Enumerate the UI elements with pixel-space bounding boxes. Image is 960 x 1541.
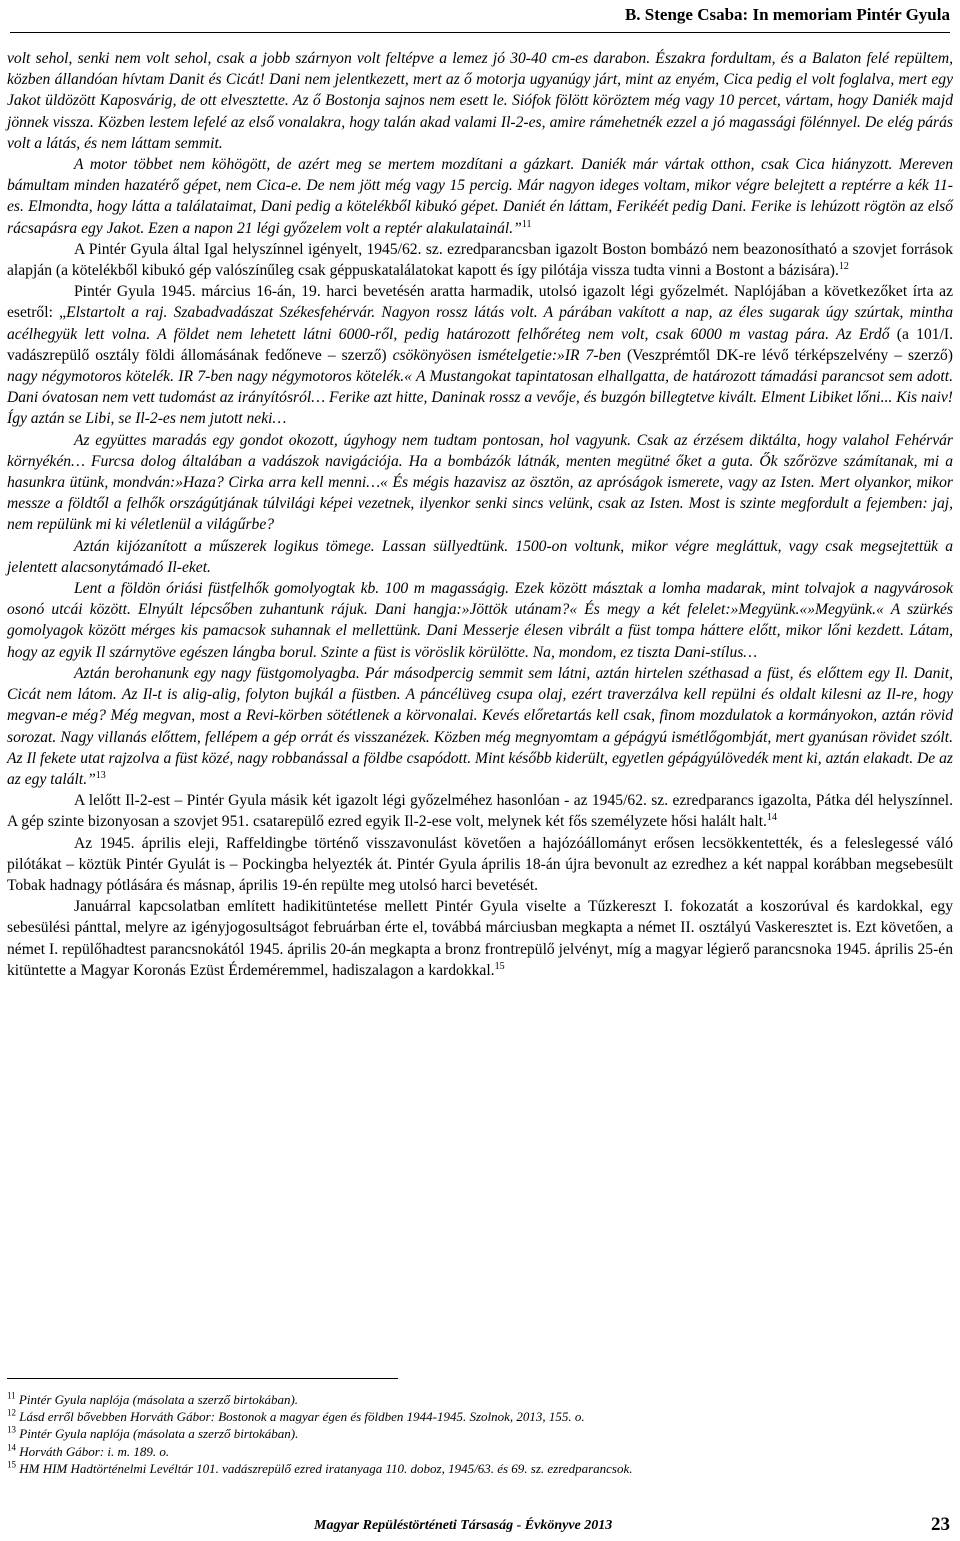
paragraph-boston: A Pintér Gyula által Igal helyszínnel igényelt, 1945/62. sz. ezredparancsban igazolt Boston bombázó nem beazonosítható a szovjet források alapján (a kötelékből kibukó gép valószínűleg csak géppuskatalálatokat kapott és így pilótája vissza tudta vinni a Bostont a bázisára).$^{12}$ <box>7 240 953 280</box>
footnotes <box>7 1391 953 1477</box>
footnote: $^{13}$ Pintér Gyula naplója (másolata a szerző birtokában). <box>7 1425 299 1442</box>
footnote: $^{12}$ Lásd erről bővebben Horváth Gábor: Bostonok a magyar égen és földben 1944-1945. Szolnok, 2013, 155. o. <box>7 1407 585 1425</box>
footnote: $^{11}$ Pintér Gyula naplója (másolata a szerző birtokában). <box>7 1390 299 1407</box>
footnote-divider <box>7 1378 398 1379</box>
running-title: B. Stenge Csaba: In memoriam Pintér Gyula <box>624 5 950 24</box>
footnote-ref: 14 <box>766 812 777 824</box>
footnote-ref: 11 <box>521 218 532 230</box>
paragraph-diary-2: A motor többet nem köhögött, de azért meg se mertem mozdítani a gázkart. Daniék már vártak otthon, csak Cica hiányzott. Mereven bámultam minden hazatérő gépet, nem Cica-e. De nem jött még vagy 15 percig. Már nagyon ideges voltam, mikor végre belejtett a reptérre a kék 11-es. Elmondta, hogy látta a találataimat, Dani pedig a kötelékből kibukó gépet. Daniét én láttam, Ferikéét pedig Dani. Ferike is lehúzott rögtön az első rácsapásra egy Jakot. Ezen a napon 21 légi győzelem volt a reptér alakulatainál.”$^{11}$ <box>7 156 953 237</box>
page-number: 23 <box>931 1514 950 1535</box>
paragraph-diary-6: Aztán berohanunk egy nagy füstgomolyagba. Pár másodpercig semmit sem látni, aztán hirtelen széthasad a füst, és előttem egy Il. Danit, Cicát nem látom. Az Il-t is alig-alig, folyton bujkál a füstben. A páncélüveg csupa olaj, ezért traverzálva kell repülni és oldalt kilesni az Il-re, hogy megvan-e még? Még megvan, most a Revi-körben sötétlenek a körvonalai. Kevés előretartás kell csak, finom mozdulatok a kormányokon, aztán rövid sorozat. Nagy villanás előttem, fellépem a gép orrát és visszanézek. Közben még megnyomtam a gépágyú ismétlőgombját, mert gyanúsan rövidet szólt. Az Il fekete utat rajzolva a füst közé, nagy robbanással a földbe csapódott. Mint később kiderült, egyetlen gépágyúlövedék ment ki, aztán elakadt. De az az egy talált.”$^{13}$ <box>7 664 953 788</box>
paragraph-diary-4: Aztán kijózanított a műszerek logikus tömege. Lassan süllyedtünk. 1500-on voltunk, mikor végre megláttuk, vagy csak megsejtettük a jelentett alacsonytámadó Il-eket. <box>7 537 953 576</box>
page-footer <box>0 1514 950 1538</box>
article-body <box>7 48 953 981</box>
paragraph-decorations: Januárral kapcsolatban említett hadikitüntetése mellett Pintér Gyula viselte a Tűzkereszt I. fokozatát a koszorúval és kardokkal, egy sebesülési pánttal, melyre az igényjogosultságot februárban érte el, továbbá márciusban megkapta a német II. osztályú Vaskeresztet is. Ezt követően, a német I. repülőhadtest parancsnokától 1945. április 20-án megkapta a bronz frontrepülő jelvényt, míg a magyar légierő parancsnoka 1945. április 25-én kitüntette a Magyar Koronás Ezüst Érdeméremmel, hadiszalagon a kardokkal.$^{15}$ <box>7 898 953 979</box>
running-header <box>10 2 950 33</box>
footnote-ref: 13 <box>95 769 106 781</box>
footnote: $^{14}$ Horváth Gábor: i. m. 189. o. <box>7 1442 170 1459</box>
footnote-ref: 15 <box>494 960 505 972</box>
paragraph-il2: A lelőtt Il-2-est – Pintér Gyula másik két igazolt légi győzelméhez hasonlóan - az 1945/62. sz. ezredparancs igazolta, Pátka dél helyszínnel. A gép szinte bizonyosan a szovjet 951. csatarepülő ezred egyik Il-2-ese volt, melynek két fős személyzete hősi halált halt.$^{14}$ <box>7 792 953 831</box>
paragraph-retreat: Az 1945. április eleji, Raffeldingbe történő visszavonulást követően a hajózóállományt erősen lecsökkentették, és a feleslegessé váló pilótákat – köztük Pintér Gyulát is – Pockingba helyezték át. Pintér Gyula április 18-án újra bevonult az ezredhez a két nappal korábban megsebesült Tobak hadnagy pótlására és másnap, április 19-én repülte meg utolsó harci bevetését. <box>7 834 953 894</box>
footnote-ref: 12 <box>838 260 849 272</box>
footnote: $^{15}$ HM HIM Hadtörténelmi Levéltár 101. vadászrepülő ezred iratanyaga 110. doboz, 1945/63. és 69. sz. ezredparancsok. <box>7 1459 633 1476</box>
paragraph-diary-5: Lent a földön óriási füstfelhők gomolyogtak kb. 100 m magasságig. Ezek között másztak a lomha madarak, mint tolvajok a nagyvárosok osonó utcái között. Elnyúlt lépcsőben zuhantunk rájuk. Dani hangja:»Jöttök utánam?« És megy a két felelet:»Megyünk.«»Megyünk.« A szürkés gomolyagok között mérges kis pamacsok suhannak el mellettünk. Dani Messerje élesen vibrált a füst tompa háttere előtt, mikor lőni kezdett. Látam, hogy az egyik Il szárnytöve egészen lángba borul. Szinte a füst is vöröslik körülötte. Na, mondom, ez tiszta Dani-stílus… <box>7 580 953 661</box>
paragraph-third-victory: Pintér Gyula 1945. március 16-án, 19. harci bevetésén aratta harmadik, utolsó igazolt légi győzelmét. Naplójában a következőket írta az esetről: „Elstartolt a raj. Szabadvadászat Székesfehérvár. Nagyon rossz látás volt. A párában vakított a nap, az éles sugarak úgy szúrtak, mintha acélhegyük lett volna. A földet nem lehetett látni 6000-ről, pedig határozott felhőréteg nem volt, csak 6000 m vastag pára. Az Erdő (a 101/I. vadászrepülő osztály földi állomásának fedőneve – szerző) csökönyösen ismételgetie:»IR 7-ben (Veszprémtől DK-re lévő térképszelvény – szerző) nagy négymotoros kötelék. IR 7-ben nagy négymotoros kötelék.« A Mustangokat tapintatosan elhallgatta, de határozott támadási parancsot sem adott. Dani óvatosan nem vett tudomást az irányítósról… Ferike azt hitte, Daninak rossz a vevője, és buzgón billegtetve kivált. Elment Libiket lőni... Kis naiv! Így aztán se Libi, se Il-2-es nem jutott neki… <box>7 283 954 428</box>
paragraph-diary-1: volt sehol, senki nem volt sehol, csak a jobb szárnyon volt feltépve a lemez jó 30-40 cm-es darabon. Északra fordultam, és a Balaton felé repültem, közben állandóan hívtam Danit és Cicát! Dani nem jelentkezett, mert az ő motorja ugyanúgy járt, mint az enyém, Cica pedig el volt foglalva, mert egy Jakot üldözött Kaposvárig, de ott elvesztette. Az ő Bostonja sajnos nem esett le. Siófok fölött köröztem még vagy 10 percet, vártam, hogy Daniék majd jönnek vissza. Közben lestem lefelé az első vonalakra, hogy talán akad valami Il-2-es, amire rámehetnék ezzel a jó magassági fölénnyel. De elég párás volt a látás, és nem láttam semmit. <box>7 50 953 152</box>
paragraph-diary-3: Az együttes maradás egy gondot okozott, úgyhogy nem tudtam pontosan, hol vagyunk. Csak az érzésem diktálta, hogy valahol Fehérvár környékén… Furcsa dolog általában a vadászok navigációja. Ha a bombázók látnák, menten megütné őket a guta. Ők szőrözve számítanak, mi a hasunkra ütünk, mondván:»Haza? Cirka arra kell menni…« És mégis hazavisz az ösztön, az apróságok ismerete, vagy az Isten. Mert olyankor, mikor messze a földtől a felhők országútjának túlvilági képei vezetnek, ilyenkor senki sincs velünk, csak az Isten. Most is szinte megfordult a fejemben: jaj, nem repülünk mi ki véletlenül a világűrbe? <box>7 431 953 534</box>
journal-title: Magyar Repüléstörténeti Társaság - Évkönyve 2013 <box>314 1518 613 1533</box>
